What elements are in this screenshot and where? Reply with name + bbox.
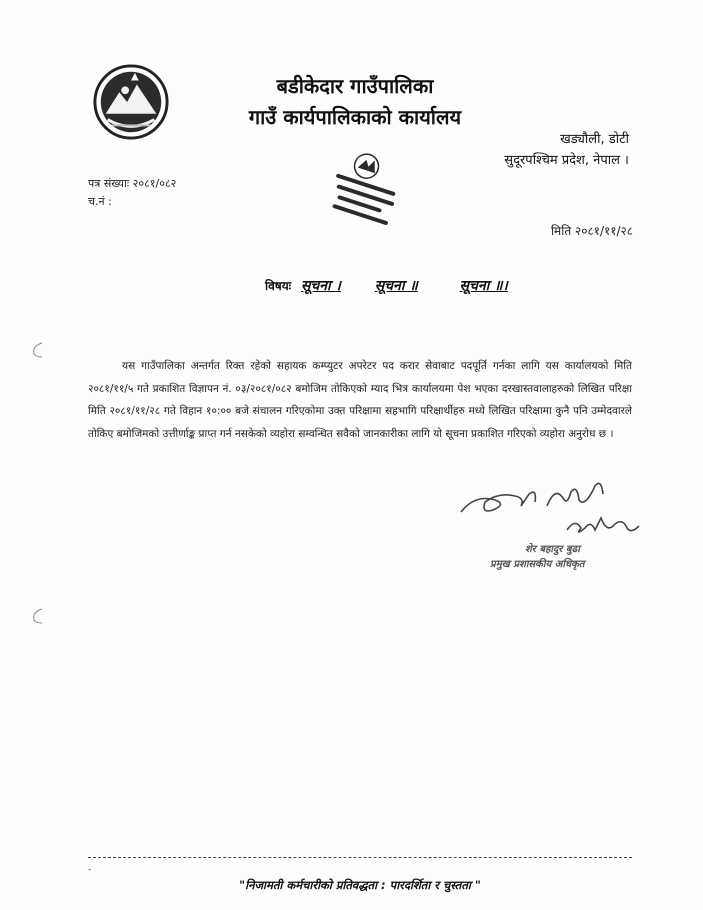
footer-divider: [88, 857, 632, 858]
letter-number: पत्र संख्याः २०८१/०८२: [88, 177, 177, 190]
punch-hole-mark-icon: [30, 342, 44, 358]
subject-label: विषयः: [265, 279, 292, 293]
address-district: खड्यौली, डोटी: [560, 132, 629, 147]
dispatch-number: च.नं :: [88, 195, 112, 208]
punch-hole-mark-icon: [30, 608, 44, 624]
office-round-seal-icon: [318, 148, 418, 240]
footer-dash: -: [88, 865, 92, 875]
notice-body: यस गाउँपालिका अन्तर्गत रिक्त रहेको सहायक कम्प्युटर अपरेटर पद करार सेवाबाट पदपूर्ति गर्नका लागि यस कार्यालयको मिति २०८१/११/५ गते प्रकाशित विज्ञापन नं. ०३/२०८१/०८२ बमोजिम तोकिएको म्याद भित्र कार्यालयमा पेश भएका दरखास्तवालाहरुको लिखित परिक्षा मिति २०८१/११/२८ गते विहान १०:०० बजे संचालन गरिएकोमा उक्त परिक्षामा सहभागि परिक्षार्थीहरु मध्ये लिखित परिक्षामा कुनै पनि उम्मेदवारले तोकिए बमोजिमको उत्तीर्णाङ्क प्राप्त गर्न नसकेको व्यहोरा सम्वन्धित सवैको जानकारीका लागि यो सूचना प्रकाशित गरिएको व्यहोरा अनुरोध छ ।: [88, 360, 632, 440]
address-province: सुदूरपश्चिम प्रदेश, नेपाल ।: [504, 153, 629, 168]
signatory-designation: प्रमुख प्रशासकीय अधिकृत: [490, 559, 585, 570]
nepal-government-emblem-icon: [92, 63, 170, 141]
notice-heading-2: सूचना ॥: [374, 278, 418, 294]
notice-heading-3: सूचना ॥।: [459, 278, 508, 294]
notice-heading-1: सूचना ।: [300, 278, 341, 294]
subject-line: [265, 276, 508, 295]
office-subtitle: गाउँ कार्यपालिकाको कार्यालय: [248, 105, 462, 129]
office-title: बडीकेदार गाउँपालिका: [276, 74, 434, 98]
signatory-name: शेर बहादुर बुढा: [525, 544, 580, 555]
footer-motto: "निजामती कर्मचारीको प्रतिवद्धता : पारदर्शिता र चुस्तता ": [239, 878, 481, 892]
letter-date: मिति २०८१/११/२८: [550, 224, 633, 238]
